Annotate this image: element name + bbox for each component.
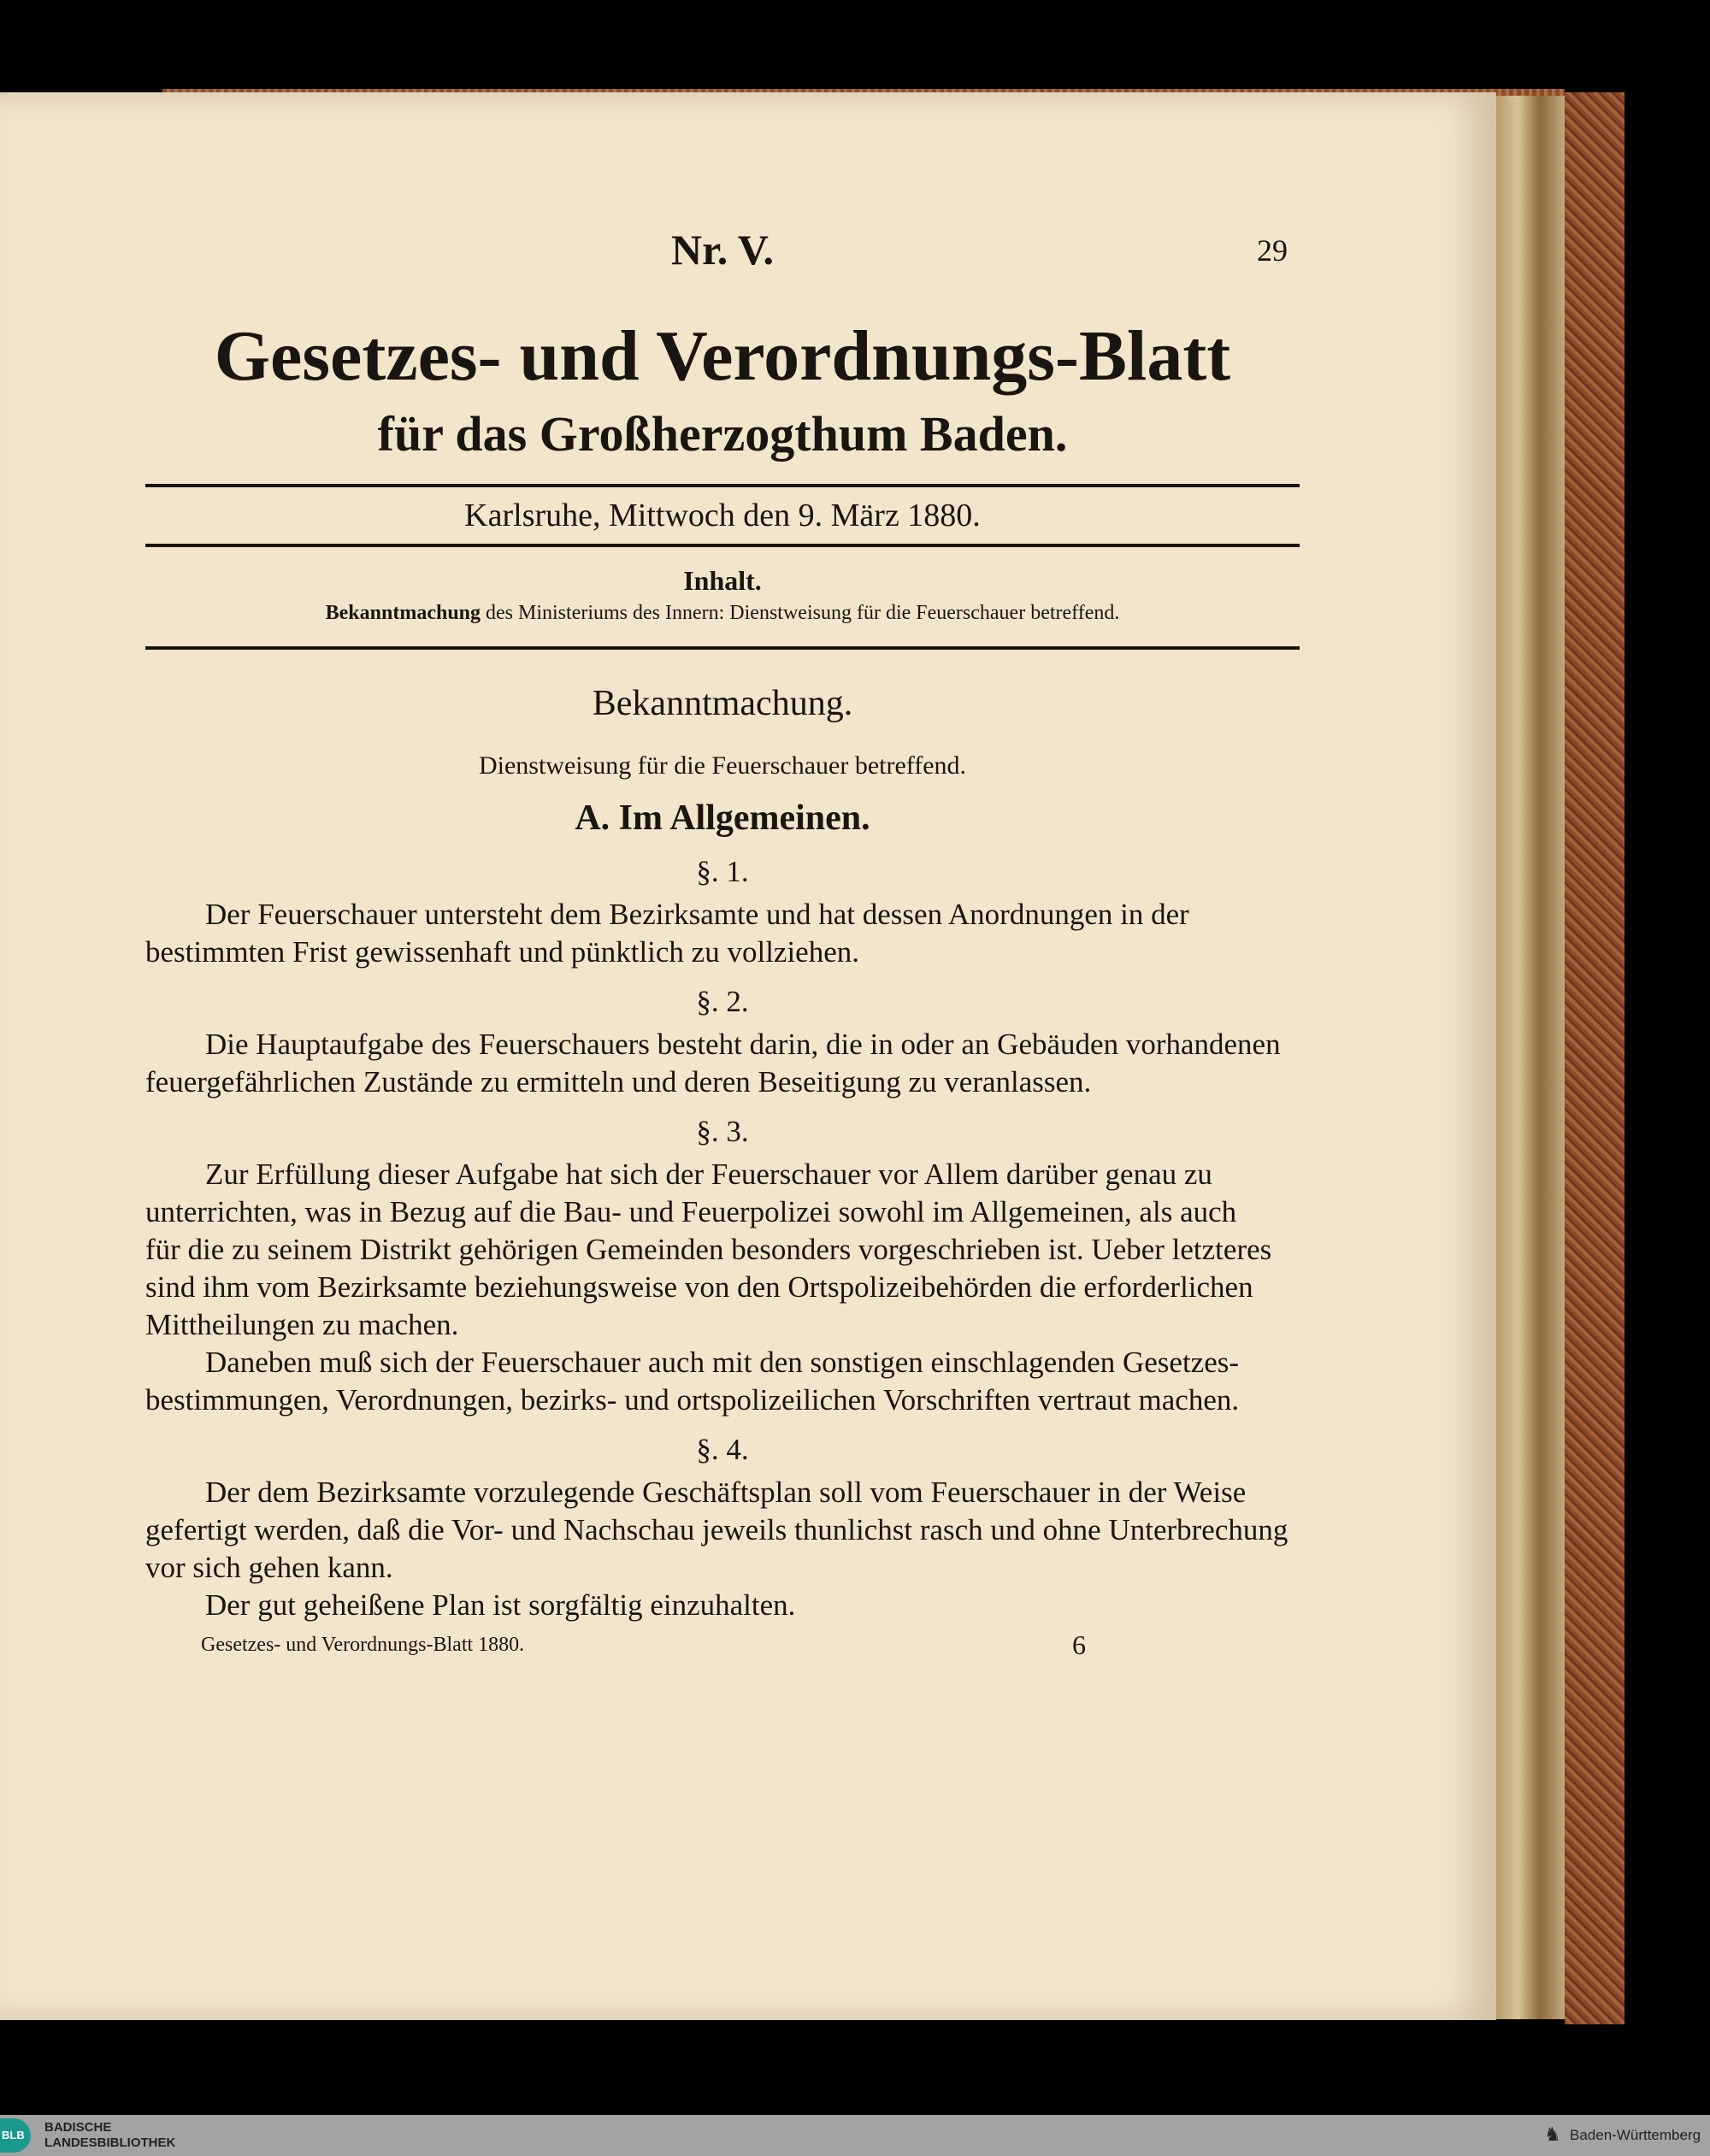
page-foot xyxy=(145,1631,1300,1658)
text-line: feuergefährlichen Zustände zu ermitteln und deren Beseitigung zu veranlassen. xyxy=(145,1065,1092,1099)
divider xyxy=(145,484,1300,487)
text-line: gefertigt werden, daß die Vor- und Nachschau jeweils thunlichst rasch und ohne Unterbrechung xyxy=(145,1513,1288,1546)
text-line: bestimmten Frist gewissenhaft und pünktlich zu vollziehen. xyxy=(145,935,859,969)
contents-entry xyxy=(145,598,1300,627)
dateline: Karlsruhe, Mittwoch den 9. März 1880. xyxy=(464,498,981,533)
text-line: sind ihm vom Bezirksamte beziehungsweise von den Ortspolizeibehörden die erforderlichen xyxy=(145,1270,1253,1304)
state-lions-icon: ♞ xyxy=(1544,2124,1561,2145)
text-line: bestimmungen, Verordnungen, bezirks- und ortspolizeilichen Vorschriften vertraut machen. xyxy=(145,1383,1240,1417)
paragraph-sign: §. 4. xyxy=(696,1433,749,1466)
notice-heading: Bekanntmachung. xyxy=(592,684,853,723)
text-line: Mittheilungen zu machen. xyxy=(145,1308,459,1341)
text-line: für die zu seinem Distrikt gehörigen Gemeinden besonders vorgeschrieben ist. Ueber letzteres xyxy=(145,1233,1272,1266)
footer-bar xyxy=(0,2115,1710,2156)
text-line: Der dem Bezirksamte vorzulegende Geschäftsplan soll vom Feuerschauer in der Weise xyxy=(205,1476,1247,1509)
page-signature: Gesetzes- und Verordnungs-Blatt 1880. xyxy=(201,1634,525,1656)
issue-number: Nr. V. xyxy=(671,226,774,274)
contents-entry-text: des Ministeriums des Innern: Dienstweisung für die Feuerschauer betreffend. xyxy=(481,602,1120,624)
state-name[interactable]: Baden-Württemberg xyxy=(1570,2127,1701,2143)
section-heading: A. Im Allgemeinen. xyxy=(575,798,870,838)
text-line: Der gut geheißene Plan ist sorgfältig einzuhalten. xyxy=(205,1588,796,1622)
page-content xyxy=(145,224,1300,1658)
text-line: Zur Erfüllung dieser Aufgabe hat sich der Feuerschauer vor Allem darüber genau zu xyxy=(205,1158,1212,1191)
library-line2: LANDESBIBLIOTHEK xyxy=(44,2135,176,2150)
book-cover xyxy=(1565,92,1624,2024)
notice-subheading: Dienstweisung für die Feuerschauer betreffend. xyxy=(478,751,967,780)
library-line1: BADISCHE xyxy=(44,2120,112,2135)
library-name[interactable] xyxy=(44,2120,175,2151)
page-number: 29 xyxy=(1257,233,1288,268)
paragraph-sign: §. 2. xyxy=(696,985,749,1018)
paragraph-sign: §. 1. xyxy=(696,855,749,888)
text-line: Daneben muß sich der Feuerschauer auch mit den sonstigen einschlagenden Gesetzes- xyxy=(205,1346,1240,1379)
paragraph-sign: §. 3. xyxy=(696,1115,749,1148)
divider xyxy=(145,544,1300,547)
contents-entry-bold: Bekanntmachung xyxy=(325,602,481,624)
text-line: Die Hauptaufgabe des Feuerschauers besteht darin, die in oder an Gebäuden vorhandenen xyxy=(205,1028,1281,1061)
gazette-subtitle: für das Großherzogthum Baden. xyxy=(377,406,1068,462)
blb-logo[interactable]: BLB xyxy=(0,2118,31,2153)
gazette-title: Gesetzes- und Verordnungs-Blatt xyxy=(214,316,1231,396)
text-line: unterrichten, was in Bezug auf die Bau- und Feuerpolizei sowohl im Allgemeinen, als auch xyxy=(145,1195,1237,1228)
text-line: vor sich gehen kann. xyxy=(145,1551,393,1584)
text-line: Der Feuerschauer untersteht dem Bezirksamte und hat dessen Anordnungen in der xyxy=(205,898,1189,931)
divider xyxy=(145,646,1300,650)
sheet-number: 6 xyxy=(1072,1629,1086,1660)
contents-heading: Inhalt. xyxy=(683,565,762,596)
page-edges xyxy=(1496,96,1569,2019)
